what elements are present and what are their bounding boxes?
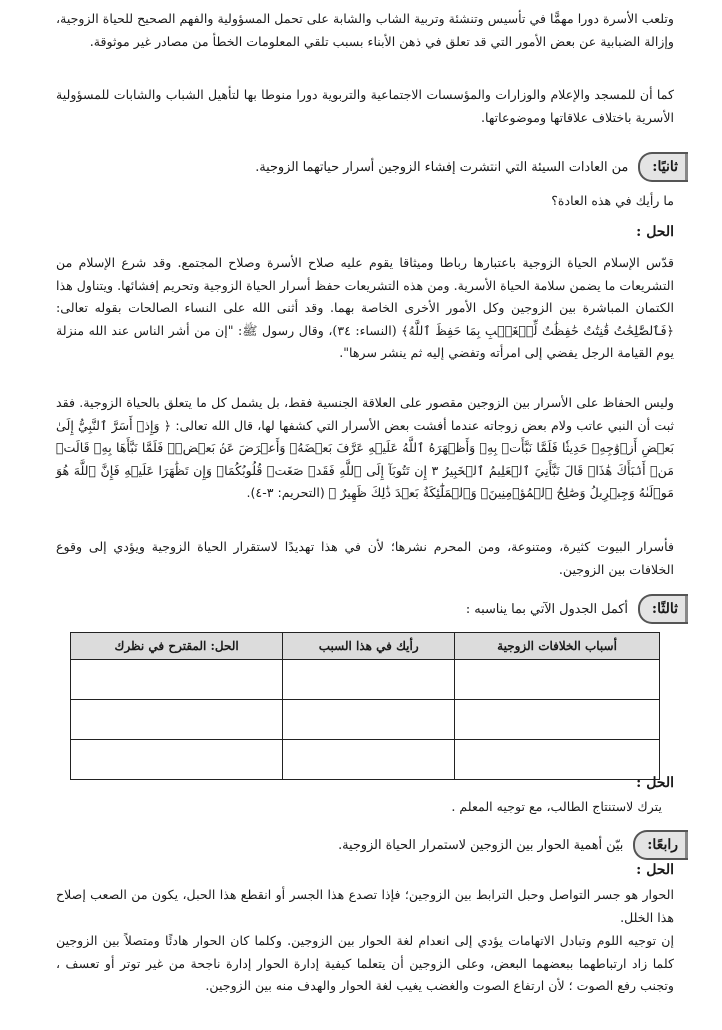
table-cell[interactable]	[71, 700, 283, 740]
question-2-solution-paragraph-3: فأسرار البيوت كثيرة، ومتنوعة، ومن المحرم نشرها؛ لأن في هذا تهديدًا لاستقرار الحياة الزوجية ويؤدي إلى وقوع الخلافات بين الزوجين.	[56, 539, 674, 577]
intro-paragraph-2: كما أن للمسجد والإعلام والوزارات والمؤسسات الاجتماعية والتربوية دورا منوطا بها لتأهيل الشباب والشابات للمسؤولية الأسرية باختلاف علاقاتها وموضوعاتها.	[56, 87, 674, 125]
question-4-answer-paragraph-2: إن توجيه اللوم وتبادل الاتهامات يؤدي إلى انعدام لغة الحوار بين الزوجين. وكلما كان الحوار هادئًا ومتصلاً بين الزوجين كلما زاد ارتباطهما ببعضهما البعض، وعلى الزوجين أن يتعلما كيفية إدارة الحوار إدارة ناجحة من غير توتر أو تعسف ، وتجنب رفع الصوت ؛ لأن ارتفاع الصوت والغضب يغيب لغة الحوار والهدف منه بين الزوجين.	[56, 933, 674, 994]
question-4-text: بيّن أهمية الحوار بين الزوجين لاستمرار الحياة الزوجية.	[338, 837, 624, 853]
table-cell[interactable]	[283, 660, 455, 700]
table-cell[interactable]	[283, 700, 455, 740]
causes-table	[70, 632, 660, 780]
table-cell[interactable]	[283, 740, 455, 780]
question-3-answer: يترك لاستنتاج الطالب، مع توجيه المعلم .	[451, 799, 662, 814]
question-2-text: من العادات السيئة التي انتشرت إفشاء الزوجين أسرار حياتهما الزوجية.	[255, 159, 629, 175]
table-row	[71, 740, 660, 780]
question-2-ask: ما رأيك في هذه العادة؟	[551, 193, 674, 208]
table-header-row	[71, 633, 660, 660]
table-cell[interactable]	[455, 700, 660, 740]
table-cell[interactable]	[71, 660, 283, 700]
question-2-solution-paragraph-1: قدّس الإسلام الحياة الزوجية باعتبارها رباطا وميثاقا يقوم عليه صلاح الأسرة وصلاح المجتمع. وقد شرع الإسلام من التشريعات ما يضمن سلامة الحياة الأسرية. ومن هذه التشريعات حفظ أسرار الحياة الزوجية وتحريم إفشائها. ويتناول هذا الكتمان المباشرة بين الزوجين وكل الأمور الأخرى الخاصة بهما. وقد أثنى الله على النساء الصالحات بقوله تعالى: ﴿فَٱلصَّٰلِحَٰتُ قَٰنِتَٰتٌ حَٰفِظَٰتٌ لِّلۡغَيۡبِ بِمَا حَفِظَ ٱللَّهُ﴾ (النساء: ٣٤)، وقال رسول ﷺ: "إن من أشر الناس عند الله منزلة يوم القيامة الرجل يفضي إلى امرأته وتفضي إليه ثم ينشر سرها".	[56, 255, 674, 361]
question-2-solution-label: الحل :	[636, 224, 674, 240]
question-4-badge: رابعًا:	[633, 830, 688, 860]
question-3	[466, 594, 688, 624]
table-row	[71, 700, 660, 740]
table-header-causes: أسباب الخلافات الزوجية	[455, 633, 660, 660]
table-cell[interactable]	[71, 740, 283, 780]
question-4	[338, 830, 688, 860]
table-cell[interactable]	[455, 660, 660, 700]
question-3-text: أكمل الجدول الآتي بما يناسبه :	[465, 601, 628, 617]
question-4-solution-label: الحل :	[636, 862, 674, 878]
table-header-solution: الحل: المقترح في نظرك	[71, 633, 283, 660]
intro-paragraph-1: وتلعب الأسرة دورا مهمًّا في تأسيس وتنشئة وتربية الشاب والشابة على تحمل المسؤولية والفهم الصحيح للحياة الزوجية، وإزالة الضبابية عن بعض الأمور التي قد تعلق في ذهن الأبناء بسبب تلقي المعلومات الخطأ من مصادر غير موثوقة.	[56, 11, 674, 49]
question-3-solution-label: الحل :	[636, 775, 674, 791]
question-4-answer-paragraph-1: الحوار هو جسر التواصل وحبل الترابط بين الزوجين؛ فإذا تصدع هذا الجسر أو انقطع هذا الحبل، يكون من الصعب إصلاح هذا الخلل.	[56, 887, 674, 925]
question-2-badge: ثانيًا:	[638, 152, 688, 182]
question-3-badge: ثالثًا:	[638, 594, 688, 624]
question-2	[255, 152, 688, 182]
table-header-opinion: رأيك في هذا السبب	[283, 633, 455, 660]
table-row	[71, 660, 660, 700]
table-cell[interactable]	[455, 740, 660, 780]
question-2-solution-paragraph-2: وليس الحفاظ على الأسرار بين الزوجين مقصور على العلاقة الجنسية فقط، بل يشمل كل ما يتعلق بالحياة الزوجية. فقد ثبت أن النبي عاتب ولام بعض زوجاته عندما أفشت بعض الأسرار التي كشفها لها، قال الله تعالى: ﴿ وَإِذۡ أَسَرَّ ٱلنَّبِيُّ إِلَىٰ بَعۡضِ أَزۡوَٰجِهِۦ حَدِيثٗا فَلَمَّا نَبَّأَتۡ بِهِۦ وَأَظۡهَرَهُ ٱللَّهُ عَلَيۡهِ عَرَّفَ بَعۡضَهُۥ وَأَعۡرَضَ عَنۢ بَعۡضٖۖ فَلَمَّا نَبَّأَهَا بِهِۦ قَالَتۡ مَنۡ أَنۢبَأَكَ هَٰذَاۖ قَالَ نَبَّأَنِيَ ٱلۡعَلِيمُ ٱلۡخَبِيرُ ٣ إِن تَتُوبَآ إِلَى ٱللَّهِ فَقَدۡ صَغَتۡ قُلُوبُكُمَاۖ وَإِن تَظَٰهَرَا عَلَيۡهِ فَإِنَّ ٱللَّهَ هُوَ مَوۡلَىٰهُ وَجِبۡرِيلُ وَصَٰلِحُ ٱلۡمُؤۡمِنِينَۖ وَٱلۡمَلَٰٓئِكَةُ بَعۡدَ ذَٰلِكَ ظَهِيرٌ ﴾ (التحريم: ٣-٤).	[56, 395, 674, 501]
